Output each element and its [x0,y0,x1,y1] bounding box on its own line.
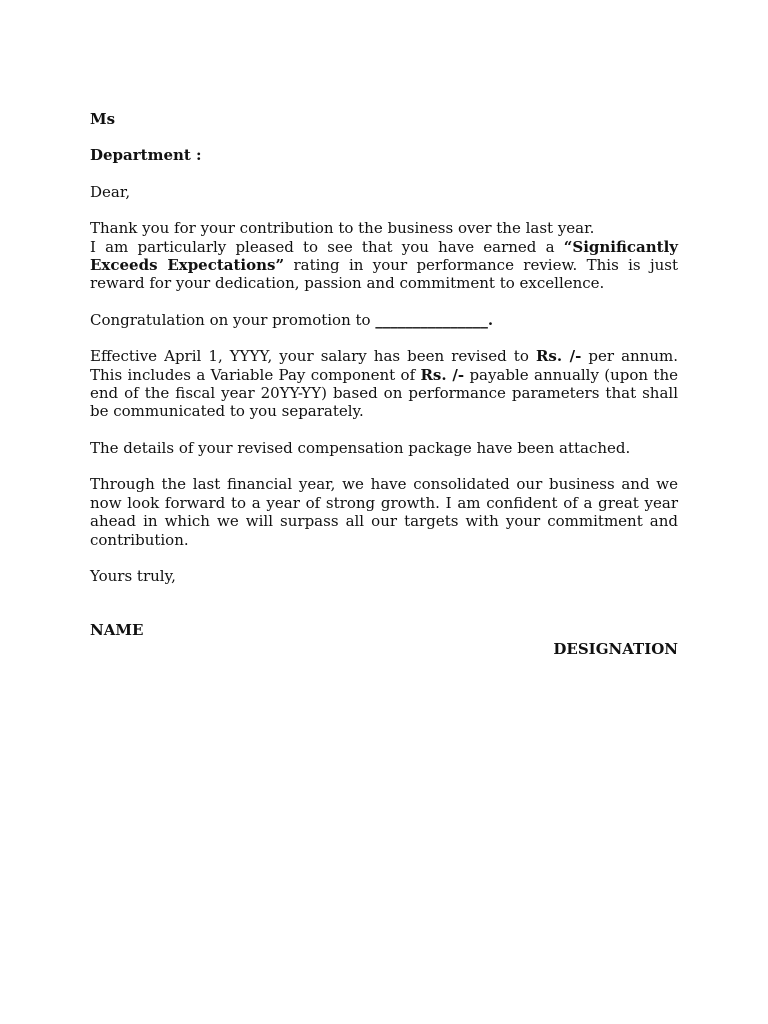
greeting: Dear, [90,182,131,201]
signatory-name: NAME [90,621,144,640]
signatory-designation: DESIGNATION [553,639,678,658]
variable-pay-amount: Rs. /- [420,365,465,384]
sign-off: Yours truly, [90,566,176,585]
promotion-line: Congratulation on your promotion to _______________. [90,310,494,329]
closing-paragraph: Through the last financial year, we have consolidated our business and we now look forward to a year of strong growth. I am confident of a great year ahead in which we will surpass all our targets with your commitment and contribution. [90,475,678,549]
salary-paragraph: Effective April 1, YYYY, your salary has been revised to Rs. /- per annum. This includes a Variable Pay component of Rs. /- payable annually (upon the end of the fiscal year 20YY-YY) based on performance parameters that shall be communicated to you separately. [90,347,678,421]
promotion-blank: _______________. [375,310,494,329]
rating-text: “Significantly Exceeds Expectations” [90,237,678,275]
salary-amount: Rs. /- [535,347,582,366]
letter-body [90,110,678,658]
contribution-paragraph: Thank you for your contribution to the business over the last year. I am particularly pleased to see that you have earned a “Significantly Exceeds Expectations” rating in your performance review. This is just reward for your dedication, passion and commitment to excellence. [90,219,678,293]
details-paragraph: The details of your revised compensation package have been attached. [90,438,631,457]
department-line: Department : [90,146,202,165]
thank-you-line: Thank you for your contribution to the business over the last year. [90,219,595,238]
recipient-name: Ms [90,110,116,128]
